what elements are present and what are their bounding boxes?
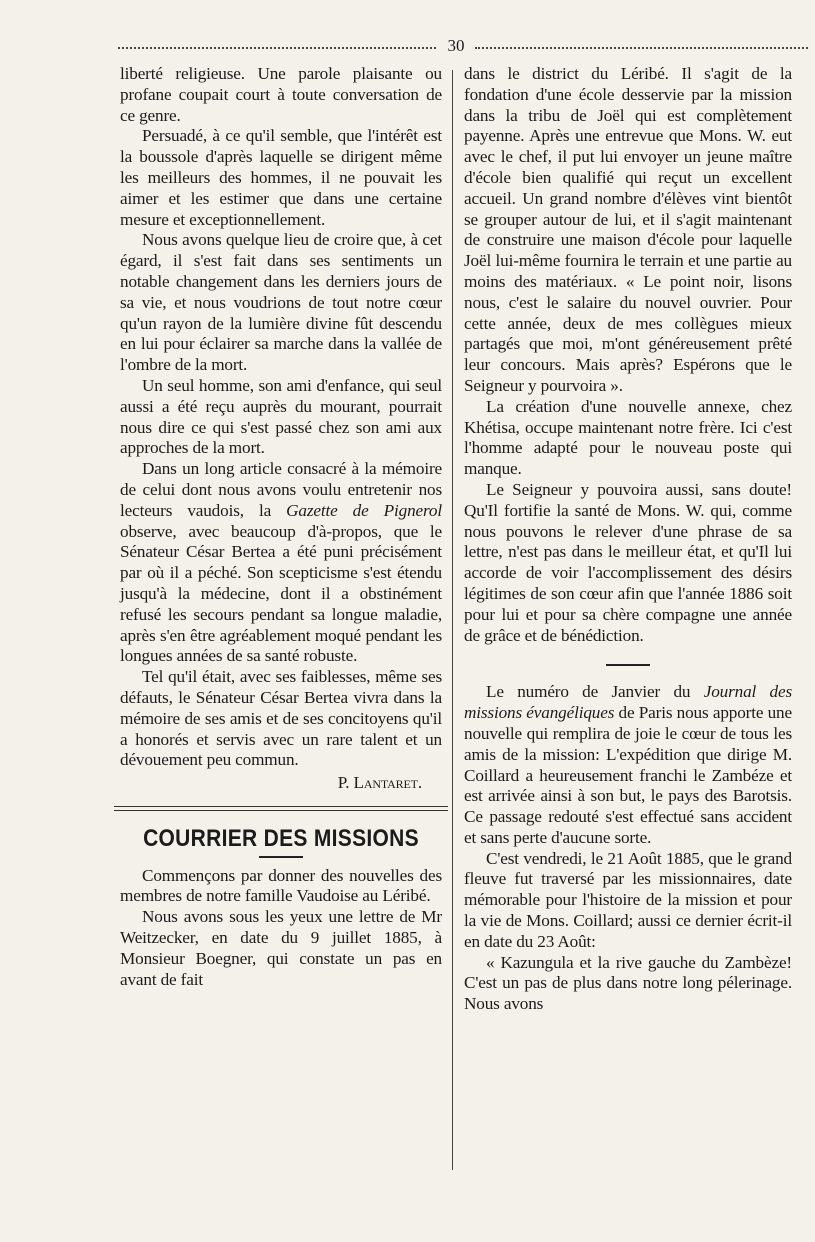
left-column — [120, 64, 442, 990]
paragraph: La création d'une nouvelle annexe, chez Khétisa, occupe maintenant notre frère. Ici c'est l'homme adapté pour le nouveau poste qui manque. — [464, 396, 792, 479]
paragraph: Commençons par donner des nouvelles des membres de notre famille Vaudoise au Léribé. — [120, 865, 442, 906]
paragraph: Tel qu'il était, avec ses faiblesses, même ses défauts, le Sénateur César Bertea vivra dans la mémoire de ses amis et de ses concitoyens qu'il a honorés et servis avec un rare talent et un dévouement peu commun. — [120, 667, 442, 770]
text-run: observe, avec beaucoup d'à-propos, que le Sénateur César Bertea a été puni précisément par où il a péché. Son scepticisme s'est étendu jusqu'à la médecine, dont il a obstinément refusé les secours pendant sa longue maladie, après s'en être agréablement moqué pendant les longues années de sa santé robuste. — [120, 521, 442, 666]
paragraph: C'est vendredi, le 21 Août 1885, que le grand fleuve fut traversé par les missionnaires, date mémorable pour l'histoire de la mission et pour la vie de Mons. Coillard; aussi ce dernier écrit-il en date du 23 Août: — [464, 848, 792, 951]
right-column — [464, 64, 792, 1015]
paragraph: dans le district du Léribé. Il s'agit de la fondation d'une école desservie par la mission dans la tribu de Joël qui est complètement payenne. Après une entrevue que Mons. W. eut avec le chef, il put lui envoyer un jeune maître d'école bien qualifié qui reçut un excellent accueil. Un grand nombre d'élèves vint bientôt se grouper autour de lui, et il s'agit maintenant de construire une maison d'école pour laquelle Joël lui-même fournira le terrain et une partie au moins des matériaux. « Le point noir, lisons nous, c'est le salaire du nouvel ouvrier. Pour cette année, deux de mes collègues mieux partagés que moi, m'ont généreusement prêté leur concours. Mais après? Espérons que le Seigneur y pourvoira ». — [464, 64, 792, 395]
paragraph — [120, 459, 442, 667]
paragraph: Persuadé, à ce qu'il semble, que l'intérêt est la boussole d'après laquelle se dirigent même les meilleurs des hommes, il ne pouvait les aimer et les estimer que dans une certaine mesure et exceptionnellement. — [120, 126, 442, 229]
header-rule-left — [118, 47, 436, 49]
page-number: 30 — [447, 36, 465, 55]
paragraph — [464, 682, 792, 848]
paragraph: Nous avons sous les yeux une lettre de Mr Weitzecker, en date du 9 juillet 1885, à Monsieur Boegner, qui constate un pas en avant de fait — [120, 907, 442, 989]
page-header — [118, 36, 808, 58]
text-run: de Paris nous apporte une nouvelle qui remplira de joie le cœur de tous les amis de la mission: L'expédition que dirige M. Coillard a heureusement franchi le Zambéze et est arrivée ainsi à son but, le pays des Barotsis. Ce passage redouté s'est effectué sans accident et sans perte d'aucune sorte. — [464, 703, 792, 847]
header-rule-right — [475, 47, 808, 49]
author-signature: P. Lantaret. — [337, 773, 422, 793]
paragraph: liberté religieuse. Une parole plaisante ou profane coupait court à toute conversation de ce genre. — [120, 64, 442, 125]
section-title: COURRIER DES MISSIONS — [143, 825, 419, 852]
text-run: Dans un long article consacré à la mémoire de celui dont nous avons voulu entretenir nos lecteurs vaudois, la — [120, 459, 442, 520]
journal-title: Journal des missions évangéliques — [464, 682, 792, 723]
paragraph: Un seul homme, son ami d'enfance, qui seul aussi a été reçu auprès du mourant, pourrait nous dire ce qui s'est passé chez son ami aux approches de la mort. — [120, 375, 442, 458]
title-underline — [259, 856, 303, 858]
column-divider — [452, 70, 453, 1170]
paragraph: Le Seigneur y pouvoira aussi, sans doute! Qu'Il fortifie la santé de Mons. W. qui, comme nous pouvons le relever d'une phrase de sa lettre, n'est pas dans le meilleur état, et qu'Il lui accorde de voir l'accomplissement des désirs légitimes de son cœur afin que l'année 1886 soit pour lui et pour sa chère compagne une année de grâce et de bénédiction. — [464, 479, 792, 645]
paragraph: Nous avons quelque lieu de croire que, à cet égard, il s'est fait dans ses sentiments un notable changement dans les derniers jours de sa vie, et nous voudrions de tout notre cœur qu'un rayon de la lumière divine fût descendu en lui pour éclairer sa marche dans la vallée de l'ombre de la mort. — [120, 230, 442, 375]
text-run: Le numéro de Janvier du — [486, 682, 691, 702]
article-separator — [606, 664, 650, 666]
paragraph: « Kazungula et la rive gauche du Zambèze! C'est un pas de plus dans notre long pélerinage. Nous avons — [464, 952, 792, 1014]
newspaper-title: Gazette de Pignerol — [286, 500, 442, 520]
section-divider — [114, 806, 448, 811]
